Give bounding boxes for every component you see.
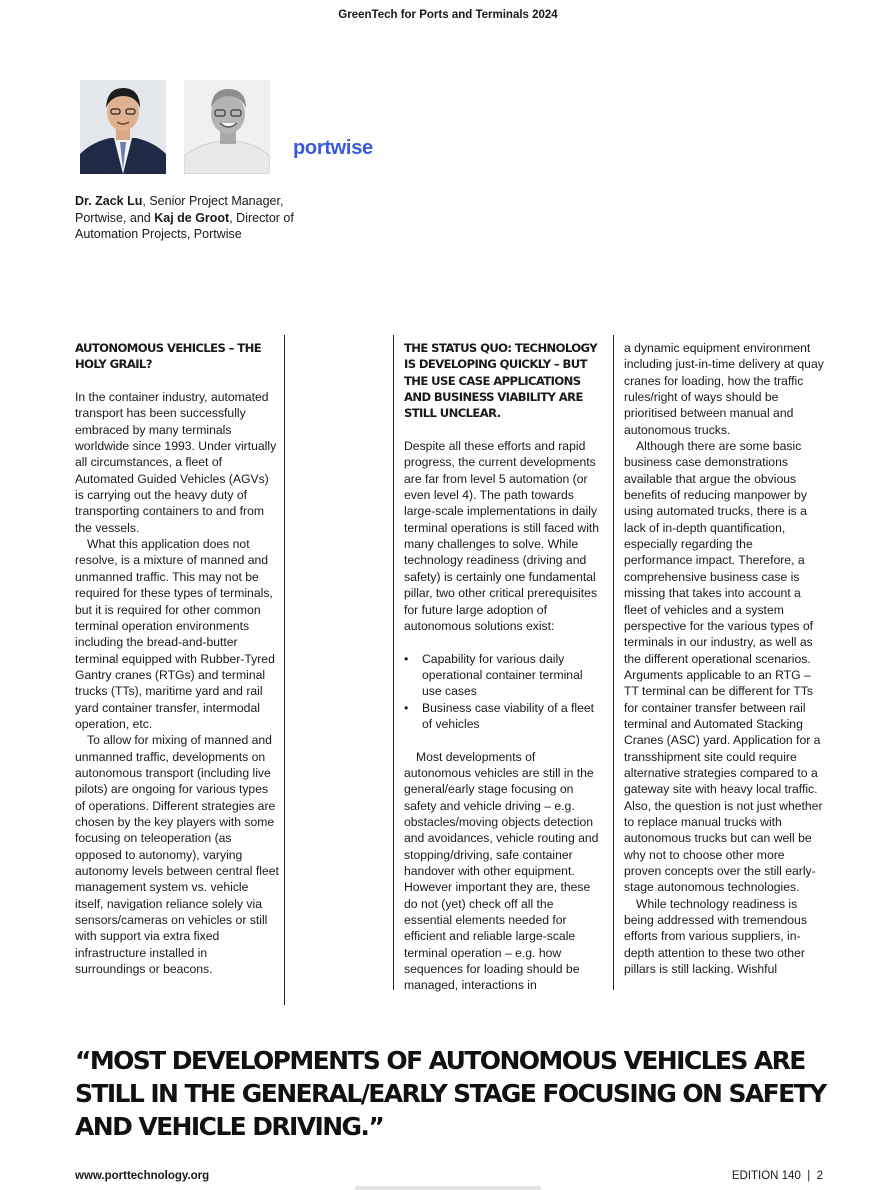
publication-title: GreenTech for Ports and Terminals 2024 — [338, 9, 558, 21]
article-column-3 — [624, 340, 824, 977]
paragraph: Although there are some basic business case demonstrations available that argue the obvious benefits of reducing manpower by using automated trucks, there is a lack of in-depth quantification, especially regarding the performance impact. Therefore, a comprehensive business case is missing that takes into account a fleet of vehicles and a system perspective for the various types of terminals in our industry, as well as the different operational scenarios. Arguments applicable to an RTG – TT terminal can be different for TTs for container transfer between rail terminal and Automated Stacking Cranes (ASC) yard. Application for a transshipment site could require alternative strategies compared to a gateway site with heavy local traffic. Also, the question is not just whether to replace manual trucks with autonomous trucks but can well be why not to choose other more proven concepts over the still early-stage autonomous technologies. — [624, 439, 823, 895]
bullet-item — [404, 651, 604, 700]
paragraph: While technology readiness is being addressed with tremendous efforts from various suppliers, in-depth attention to these two other pillars is still lacking. Wishful — [624, 896, 807, 977]
column-divider-2 — [393, 335, 394, 990]
author-name-1: Dr. Zack Lu — [75, 194, 143, 208]
paragraph: To allow for mixing of manned and unmanned traffic, developments on autonomous transport (including live pilots) are ongoing for various types of operations. Different strategies are chosen by the key players with some focusing on teleoperation (as opposed to autonomy), varying autonomy levels between central fleet management system vs. vehicle itself, navigation reliance solely via sensors/cameras on vehicles or still with support via extra fixed infrastructure installed in surroundings or beacons. — [75, 733, 279, 977]
paragraph: In the container industry, automated transport has been successfully embraced by many terminals worldwide since 1993. Under virtually all circumstances, a fleet of Automated Guided Vehicles (AGVs) is carrying out the heavy duty of transporting containers to and from the vessels. — [75, 390, 277, 535]
footer-edition-page: EDITION 140 | 2 — [731, 1170, 823, 1182]
section-heading-holy-grail: AUTONOMOUS VEHICLES – THE HOLY GRAIL? — [75, 341, 262, 372]
author-photo-zack-lu — [80, 80, 166, 174]
paragraph: a dynamic equipment environment including just-in-time delivery at quay cranes for loading, how the traffic rules/right of ways should be prioritised between manual and autonomous trucks. — [624, 341, 824, 437]
bullet-icon: • — [404, 700, 409, 715]
bullet-item — [404, 700, 604, 733]
bullet-text: Capability for various daily operational container terminal use cases — [422, 651, 583, 699]
scroll-indicator — [355, 1186, 541, 1190]
bullet-text: Business case viability of a fleet of vehicles — [422, 700, 595, 731]
author-photo-kaj-de-groot — [184, 80, 270, 174]
author-role-2: , Director of Automation Projects, Portwise — [75, 210, 294, 241]
column-divider-3 — [613, 335, 614, 990]
column-divider-1 — [284, 335, 285, 1005]
paragraph: What this application does not resolve, is a mixture of manned and unmanned traffic. This may not be required for these types of terminals, but it is required for other common terminal operation environments including the bread-and-butter terminal equipped with Rubber-Tyred Gantry cranes (RTGs) and terminal trucks (TTs), maritime yard and rail yard container transfer, intermodal operation, etc. — [75, 537, 275, 731]
author-name-2: Kaj de Groot — [154, 210, 230, 225]
article-column-2 — [404, 340, 604, 994]
pull-quote: “MOST DEVELOPMENTS OF AUTONOMOUS VEHICLES ARE STILL IN THE GENERAL/EARLY STAGE FOCUSING ON SAFETY AND VEHICLE DRIVING.” — [75, 1046, 826, 1141]
portwise-logo-text: portwise — [293, 137, 373, 159]
article-column-1 — [75, 340, 280, 977]
author-role-1: , Senior Project Manager, Portwise, and — [75, 194, 284, 225]
paragraph: Most developments of autonomous vehicles are still in the general/early stage focusing on safety and vehicle driving – e.g. obstacles/moving objects detection and avoidances, vehicle routing and stopping/driving, safe container handover with other equipment. However important they are, these do not (yet) check off all the essential elements needed for efficient and reliable large-scale terminal operation – e.g. how sequences for loading should be managed, interactions in — [404, 749, 599, 993]
section-heading-status-quo: THE STATUS QUO: TECHNOLOGY IS DEVELOPING QUICKLY – BUT THE USE CASE APPLICATIONS AND BUSINESS VIABILITY ARE STILL UNCLEAR. — [404, 341, 597, 421]
paragraph: Despite all these efforts and rapid progress, the current developments are far from level 5 automation (or even level 4). The path towards large-scale implementations in daily terminal operations is still faced with many challenges to solve. While technology readiness (driving and safety) is certainly one fundamental pillar, two other critical prerequisites for future large adoption of autonomous solutions exist: — [404, 439, 600, 633]
footer-website: www.porttechnology.org — [75, 1170, 210, 1182]
bullet-icon: • — [404, 651, 409, 666]
portwise-logo — [293, 137, 373, 160]
author-credits — [75, 193, 325, 243]
